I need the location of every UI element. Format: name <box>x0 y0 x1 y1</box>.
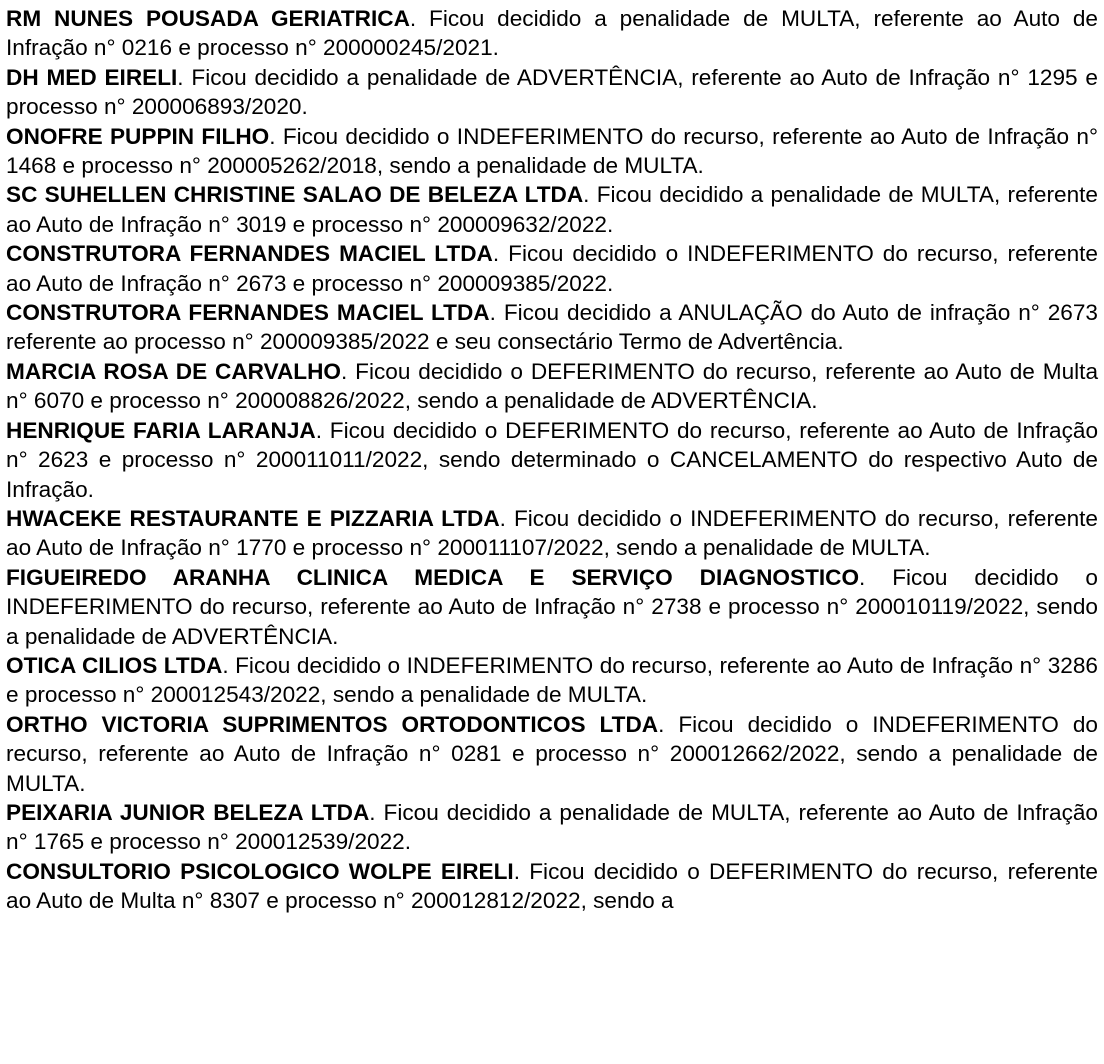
decision-entry <box>6 651 1098 710</box>
document-body <box>6 4 1098 916</box>
decision-entry <box>6 239 1098 298</box>
decision-entry <box>6 357 1098 416</box>
decision-text: . Ficou decidido o INDEFERIMENTO do recurso, referente ao Auto de Infração n° 2673 e processo n° 200009385/2022. <box>6 241 1098 296</box>
decision-text: . Ficou decidido o INDEFERIMENTO do recurso, referente ao Auto de Infração n° 0281 e processo n° 200012662/2022, sendo a penalidade de MULTA. <box>6 711 1098 796</box>
decision-entry <box>6 63 1098 122</box>
company-name: DH MED EIRELI <box>6 64 178 90</box>
decision-text: . Ficou decidido a ANULAÇÃO do Auto de infração n° 2673 referente ao processo n° 200009385/2022 e seu consectário Termo de Advertência. <box>6 300 1098 355</box>
decision-text: . Ficou decidido o INDEFERIMENTO do recurso, referente ao Auto de Infração n° 3286 e processo n° 200012543/2022, sendo a penalidade de MULTA. <box>6 652 1098 708</box>
decision-entry <box>6 798 1098 857</box>
company-name: MARCIA ROSA DE CARVALHO <box>6 358 341 384</box>
company-name: RM NUNES POUSADA GERIATRICA <box>6 6 410 31</box>
company-name: ORTHO VICTORIA SUPRIMENTOS ORTODONTICOS LTDA <box>6 711 659 737</box>
decision-text: . Ficou decidido o DEFERIMENTO do recurso, referente ao Auto de Multa n° 6070 e processo n° 200008826/2022, sendo a penalidade de ADVERTÊNCIA. <box>6 358 1099 414</box>
decision-text: . Ficou decidido a penalidade de MULTA, referente ao Auto de Infração n° 0216 e processo n° 200000245/2021. <box>6 6 1098 61</box>
company-name: CONSTRUTORA FERNANDES MACIEL LTDA <box>6 300 490 326</box>
company-name: ONOFRE PUPPIN FILHO <box>6 123 270 149</box>
company-name: HENRIQUE FARIA LARANJA <box>6 417 316 443</box>
company-name: CONSULTORIO PSICOLOGICO WOLPE EIRELI <box>6 858 514 884</box>
decision-text: . Ficou decidido o INDEFERIMENTO do recurso, referente ao Auto de Infração n° 1770 e processo n° 200011107/2022, sendo a penalidade de MULTA. <box>6 505 1098 561</box>
decision-text: . Ficou decidido o DEFERIMENTO do recurso, referente ao Auto de Multa n° 8307 e processo n° 200012812/2022, sendo a <box>6 858 1098 914</box>
decision-entry <box>6 122 1098 181</box>
decision-entry <box>6 180 1098 239</box>
decision-text: . Ficou decidido o INDEFERIMENTO do recurso, referente ao Auto de Infração n° 1468 e processo n° 200005262/2018, sendo a penalidade de MULTA. <box>6 123 1098 179</box>
company-name: SC SUHELLEN CHRISTINE SALAO DE BELEZA LTDA <box>6 182 584 208</box>
decision-entry <box>6 298 1098 357</box>
decision-entry <box>6 857 1098 916</box>
company-name: FIGUEIREDO ARANHA CLINICA MEDICA E SERVIÇO DIAGNOSTICO <box>6 564 860 590</box>
decision-entry <box>6 504 1098 563</box>
company-name: OTICA CILIOS LTDA <box>6 652 223 678</box>
decision-text: . Ficou decidido a penalidade de MULTA, referente ao Auto de Infração n° 1765 e processo n° 200012539/2022. <box>6 799 1098 855</box>
decision-entry <box>6 563 1098 651</box>
decision-text: . Ficou decidido o INDEFERIMENTO do recurso, referente ao Auto de Infração n° 2738 e processo n° 200010119/2022, sendo a penalidade de ADVERTÊNCIA. <box>6 564 1098 649</box>
company-name: CONSTRUTORA FERNANDES MACIEL LTDA <box>6 241 493 267</box>
decision-text: . Ficou decidido a penalidade de ADVERTÊNCIA, referente ao Auto de Infração n° 1295 e processo n° 200006893/2020. <box>6 64 1098 120</box>
company-name: PEIXARIA JUNIOR BELEZA LTDA <box>6 799 370 825</box>
decision-entry <box>6 416 1098 504</box>
company-name: HWACEKE RESTAURANTE E PIZZARIA LTDA <box>6 505 500 531</box>
decision-text: . Ficou decidido a penalidade de MULTA, referente ao Auto de Infração n° 3019 e processo n° 200009632/2022. <box>6 182 1098 237</box>
decision-text: . Ficou decidido o DEFERIMENTO do recurso, referente ao Auto de Infração n° 2623 e processo n° 200011011/2022, sendo determinado o CANCELAMENTO do respectivo Auto de Infração. <box>6 417 1099 502</box>
decision-entry <box>6 710 1098 798</box>
decision-entry <box>6 4 1098 63</box>
